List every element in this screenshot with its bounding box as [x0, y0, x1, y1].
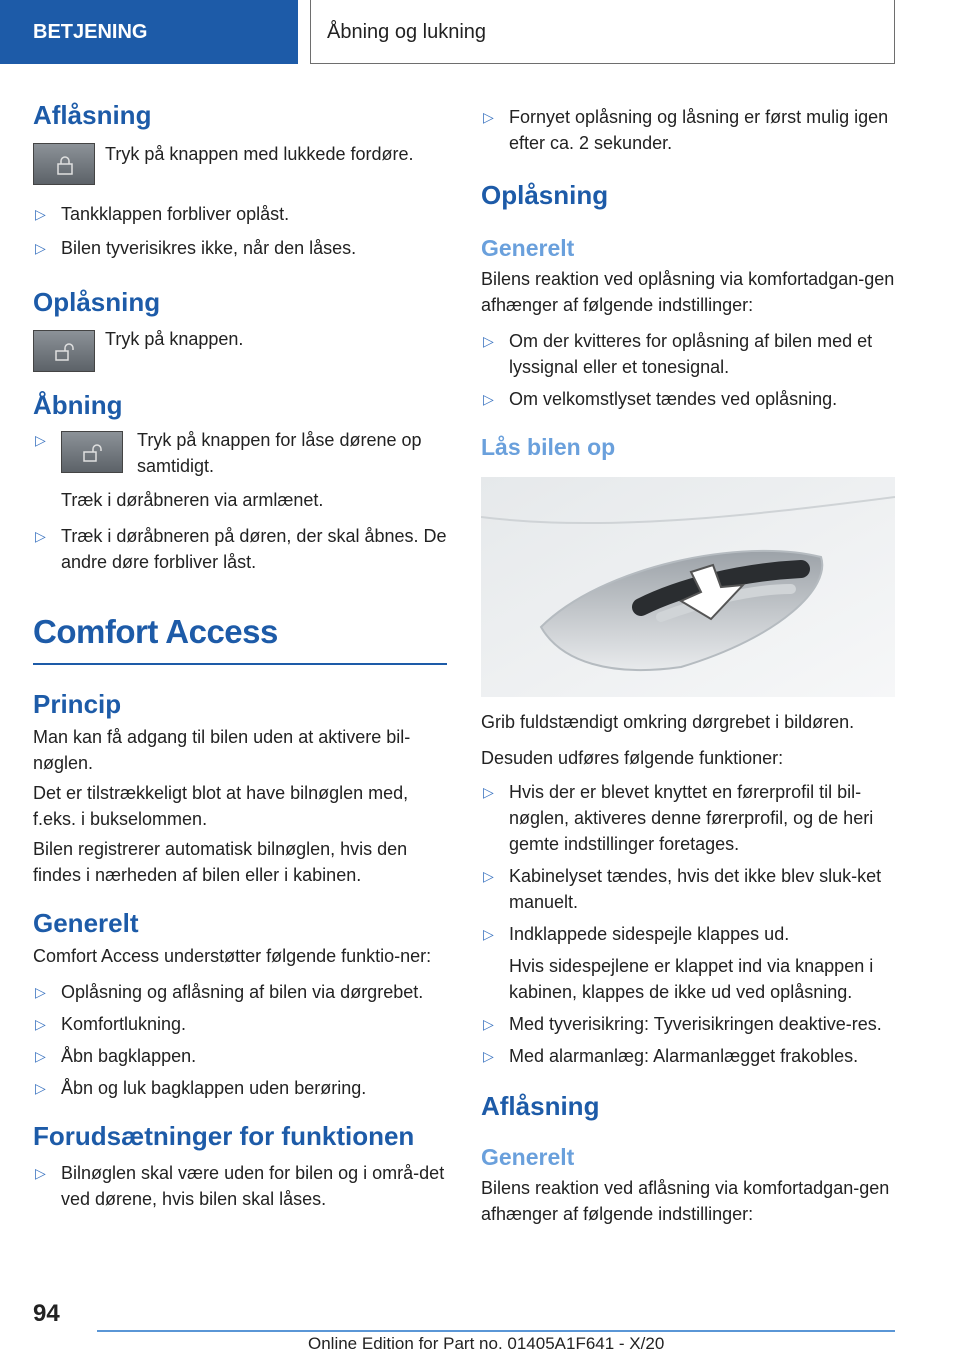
footer-rule	[97, 1330, 895, 1332]
heading-aflasning: Aflåsning	[33, 100, 152, 130]
unlock-button-image	[33, 330, 95, 372]
footer-edition: Online Edition for Part no. 01405A1F641 - X/20	[308, 1334, 665, 1353]
unlock-instruction: Tryk på knappen.	[105, 329, 244, 349]
heading-rule	[33, 663, 447, 665]
bullet-triangle-icon: ▷	[35, 1016, 46, 1032]
bullet-triangle-icon: ▷	[483, 1016, 494, 1032]
list-sub-text: Træk i døråbneren via armlænet.	[61, 490, 324, 510]
unlock-button-image	[61, 431, 123, 473]
page-number: 94	[33, 1300, 60, 1327]
lock-button-image	[33, 143, 95, 185]
bullet-triangle-icon: ▷	[35, 240, 46, 256]
list-item: ▷ Kabinelyset tændes, hvis det ikke blev sluk-ket manuelt.	[481, 863, 895, 915]
bullet-triangle-icon: ▷	[483, 784, 494, 800]
bullet-triangle-icon: ▷	[35, 206, 46, 222]
list-item: ▷ Hvis der er blevet knyttet en førerprofil til bil-nøglen, aktiveres denne førerprofil, og de heri gemte indstillinger foretages.	[481, 779, 895, 857]
subheading-las-bilen-op: Lås bilen op	[481, 434, 616, 460]
princip-p3: Bilen registrerer automatisk bilnøglen, hvis den findes i nærheden af bilen eller i kabinen.	[33, 839, 408, 885]
abning-text-line2: samtidigt.	[137, 456, 215, 476]
bullet-triangle-icon: ▷	[483, 391, 494, 407]
list-item: ▷ Med alarmanlæg: Alarmanlægget frakobles.	[481, 1043, 895, 1069]
bullet-triangle-icon: ▷	[483, 868, 494, 884]
heading-generelt: Generelt	[33, 908, 139, 938]
list-item: ▷ Komfortlukning.	[33, 1011, 447, 1037]
heading-princip: Princip	[33, 689, 122, 719]
heading-aflasning-right: Aflåsning	[481, 1091, 600, 1121]
lock-icon	[55, 155, 75, 175]
list-sub-text: Hvis sidespejlene er klappet ind via knappen i kabinen, klappes de ikke ud ved oplåsning.	[509, 956, 874, 1002]
subheading-generelt-2: Generelt	[481, 1144, 575, 1170]
header-section-tab: BETJENING	[0, 0, 298, 64]
list-item: ▷ Indklappede sidespejle klappes ud.	[481, 921, 895, 947]
right-column	[481, 100, 895, 1227]
abning-text-line1: Tryk på knappen for låse dørene op	[137, 430, 422, 450]
bullet-triangle-icon: ▷	[35, 1165, 46, 1181]
list-item: ▷ Tankklappen forbliver oplåst.	[33, 201, 447, 227]
list-item: ▷ Bilen tyverisikres ikke, når den låses.	[33, 235, 447, 261]
generelt-p: Comfort Access understøtter følgende funktio-ner:	[33, 946, 432, 966]
princip-p2: Det er tilstrækkeligt blot at have bilnøglen med, f.eks. i bukselommen.	[33, 783, 409, 829]
lock-button-row	[33, 141, 447, 189]
list-item: ▷ Om velkomstlyset tændes ved oplåsning.	[481, 386, 895, 412]
list-item: ▷ Åbn bagklappen.	[33, 1043, 447, 1069]
list-item: ▷ Bilnøglen skal være uden for bilen og i områ-det ved dørene, hvis bilen skal låses.	[33, 1160, 447, 1212]
heading-oplasning-right: Oplåsning	[481, 180, 609, 210]
photo-caption: Grib fuldstændigt omkring dørgrebet i bildøren.	[481, 712, 855, 732]
door-handle-photo	[481, 477, 895, 697]
list-item: ▷ Med tyverisikring: Tyverisikringen deaktive-res.	[481, 1011, 895, 1037]
header-title: Åbning og lukning	[310, 0, 895, 64]
bullet-triangle-icon: ▷	[483, 333, 494, 349]
bullet-triangle-icon: ▷	[35, 528, 46, 544]
heading-comfort-access: Comfort Access	[33, 613, 278, 650]
bullet-triangle-icon: ▷	[35, 1080, 46, 1096]
princip-p1: Man kan få adgang til bilen uden at aktivere bil-nøglen.	[33, 727, 411, 773]
lock-instruction: Tryk på knappen med lukkede fordøre.	[105, 144, 414, 164]
heading-forudsaetninger: Forudsætninger for funktionen	[33, 1121, 415, 1151]
unlock-icon	[83, 443, 105, 463]
bullet-triangle-icon: ▷	[35, 432, 46, 448]
desuden-text: Desuden udføres følgende funktioner:	[481, 748, 784, 768]
subheading-generelt: Generelt	[481, 235, 575, 261]
list-item: ▷ Om der kvitteres for oplåsning af bilen med et lyssignal eller et tonesignal.	[481, 328, 895, 380]
heading-oplasning: Oplåsning	[33, 287, 161, 317]
generelt-p-right: Bilens reaktion ved oplåsning via komfortadgan-gen afhænger af følgende indstillinger:	[481, 269, 895, 315]
list-item	[33, 427, 447, 483]
unlock-button-row	[33, 326, 447, 376]
bullet-triangle-icon: ▷	[483, 1048, 494, 1064]
generelt2-p: Bilens reaktion ved aflåsning via komfortadgan-gen afhænger af følgende indstillinger:	[481, 1178, 890, 1224]
list-item: ▷ Oplåsning og aflåsning af bilen via dørgrebet.	[33, 979, 447, 1005]
heading-abning: Åbning	[33, 390, 123, 420]
bullet-triangle-icon: ▷	[483, 926, 494, 942]
list-item: ▷ Åbn og luk bagklappen uden berøring.	[33, 1075, 447, 1101]
list-item: ▷ Fornyet oplåsning og låsning er først mulig igen efter ca. 2 sekunder.	[481, 104, 895, 156]
bullet-triangle-icon: ▷	[35, 1048, 46, 1064]
list-item: ▷ Træk i døråbneren på døren, der skal åbnes. De andre døre forbliver låst.	[33, 523, 447, 575]
bullet-triangle-icon: ▷	[483, 109, 494, 125]
unlock-icon	[55, 342, 77, 362]
bullet-triangle-icon: ▷	[35, 984, 46, 1000]
left-column	[33, 100, 447, 1212]
